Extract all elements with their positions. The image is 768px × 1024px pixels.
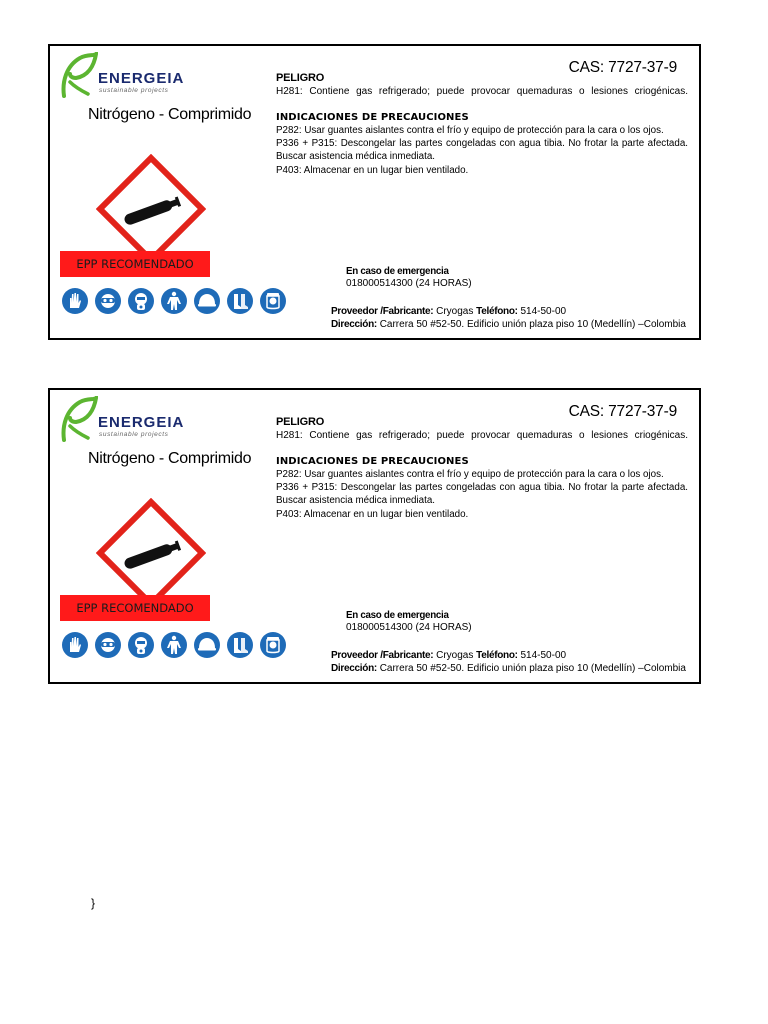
emergency-block bbox=[346, 610, 472, 634]
brand-name: ENERGEIA bbox=[98, 70, 185, 87]
precaution-p336-cont: Buscar asistencia médica inmediata. bbox=[276, 151, 436, 163]
epp-recommended-banner: EPP RECOMENDADO bbox=[60, 251, 210, 277]
supplier-line bbox=[331, 649, 686, 662]
hazard-statement-h281: H281: Contiene gas refrigerado; puede provocar quemaduras o lesiones criogénicas. bbox=[276, 86, 688, 98]
address-value: Carrera 50 #52-50. Edificio unión plaza piso 10 (Medellín) –Colombia bbox=[379, 319, 686, 330]
gloves-icon bbox=[62, 632, 88, 658]
address-label: Dirección: bbox=[331, 663, 377, 674]
supplier-name: Cryogas bbox=[436, 306, 474, 317]
product-name: Nitrógeno - Comprimido bbox=[88, 106, 252, 123]
boots-icon bbox=[227, 632, 253, 658]
brand-name: ENERGEIA bbox=[98, 414, 185, 431]
hazard-text-block bbox=[276, 416, 688, 521]
cas-number: CAS: 7727-37-9 bbox=[568, 403, 677, 420]
precaution-p336-cont: Buscar asistencia médica inmediata. bbox=[276, 495, 436, 507]
address-line bbox=[331, 662, 686, 675]
hazard-text-block bbox=[276, 72, 688, 177]
precautions-heading: INDICACIONES DE PRECAUCIONES bbox=[276, 455, 469, 467]
leaf-icon bbox=[58, 52, 98, 98]
goggles-icon bbox=[95, 632, 121, 658]
energeia-logo bbox=[58, 396, 185, 442]
precaution-p336: P336 + P315: Descongelar las partes congeladas con agua tibia. No frotar la parte afectada. bbox=[276, 138, 688, 150]
respirator-icon bbox=[128, 632, 154, 658]
coverall-icon bbox=[161, 632, 187, 658]
helmet-icon bbox=[194, 632, 220, 658]
epp-recommended-banner: EPP RECOMENDADO bbox=[60, 595, 210, 621]
respirator-icon bbox=[128, 288, 154, 314]
supplier-phone: 514-50-00 bbox=[520, 650, 567, 661]
leaf-icon bbox=[58, 396, 98, 442]
emergency-title: En caso de emergencia bbox=[346, 610, 449, 621]
product-name: Nitrógeno - Comprimido bbox=[88, 450, 252, 467]
gas-cylinder-pictogram-icon bbox=[96, 154, 206, 264]
precaution-p403: P403: Almacenar en un lugar bien ventilado. bbox=[276, 508, 469, 520]
address-value: Carrera 50 #52-50. Edificio unión plaza piso 10 (Medellín) –Colombia bbox=[379, 663, 686, 674]
supplier-phone-label: Teléfono: bbox=[476, 650, 518, 661]
hazard-statement-h281: H281: Contiene gas refrigerado; puede provocar quemaduras o lesiones criogénicas. bbox=[276, 430, 688, 442]
precautions-heading: INDICACIONES DE PRECAUCIONES bbox=[276, 111, 469, 123]
chemical-label bbox=[48, 44, 701, 340]
coverall-icon bbox=[161, 288, 187, 314]
supplier-label: Proveedor /Fabricante: bbox=[331, 650, 434, 661]
signal-word: PELIGRO bbox=[276, 416, 325, 428]
emergency-title: En caso de emergencia bbox=[346, 266, 449, 277]
supplier-line bbox=[331, 305, 686, 318]
address-label: Dirección: bbox=[331, 319, 377, 330]
emergency-phone: 018000514300 (24 HORAS) bbox=[346, 622, 472, 633]
supplier-block bbox=[331, 649, 686, 675]
precaution-p336: P336 + P315: Descongelar las partes congeladas con agua tibia. No frotar la parte afectada. bbox=[276, 482, 688, 494]
supplier-block bbox=[331, 305, 686, 331]
supplier-phone: 514-50-00 bbox=[520, 306, 567, 317]
energeia-logo bbox=[58, 52, 185, 98]
trailing-brace: } bbox=[91, 896, 96, 910]
brand-tagline: sustainable projects bbox=[99, 431, 169, 438]
address-line bbox=[331, 318, 686, 331]
supplier-name: Cryogas bbox=[436, 650, 474, 661]
boots-icon bbox=[227, 288, 253, 314]
precaution-p282: P282: Usar guantes aislantes contra el frío y equipo de protección para la cara o los ojos. bbox=[276, 468, 664, 480]
goggles-icon bbox=[95, 288, 121, 314]
supplier-label: Proveedor /Fabricante: bbox=[331, 306, 434, 317]
face-shield-icon bbox=[260, 288, 286, 314]
chemical-label bbox=[48, 388, 701, 684]
helmet-icon bbox=[194, 288, 220, 314]
cas-number: CAS: 7727-37-9 bbox=[568, 59, 677, 76]
precaution-p403: P403: Almacenar en un lugar bien ventilado. bbox=[276, 164, 469, 176]
face-shield-icon bbox=[260, 632, 286, 658]
emergency-block bbox=[346, 266, 472, 290]
precaution-p282: P282: Usar guantes aislantes contra el frío y equipo de protección para la cara o los ojos. bbox=[276, 124, 664, 136]
emergency-phone: 018000514300 (24 HORAS) bbox=[346, 278, 472, 289]
gloves-icon bbox=[62, 288, 88, 314]
brand-tagline: sustainable projects bbox=[99, 87, 169, 94]
gas-cylinder-pictogram-icon bbox=[96, 498, 206, 608]
signal-word: PELIGRO bbox=[276, 72, 325, 84]
supplier-phone-label: Teléfono: bbox=[476, 306, 518, 317]
